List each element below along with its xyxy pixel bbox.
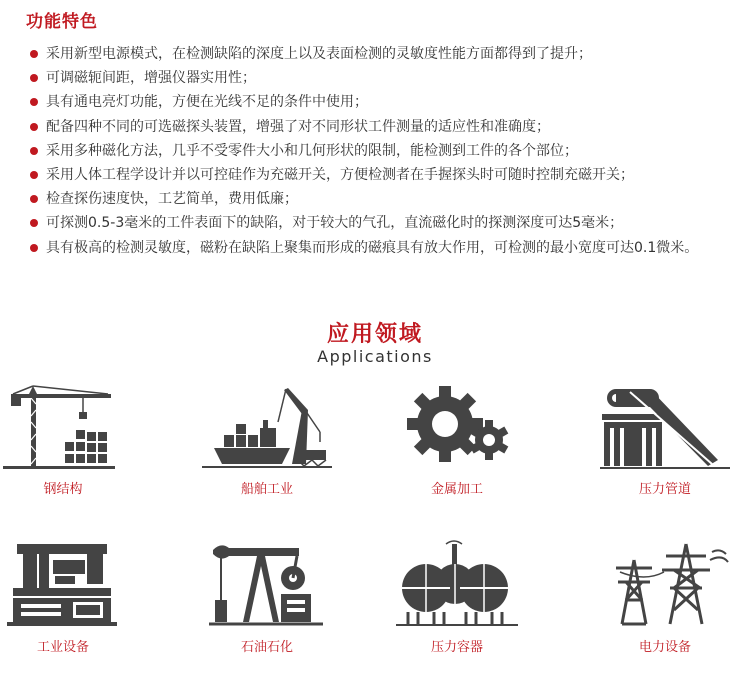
feature-item: 检查探伤速度快，工艺简单，费用低廉； (30, 187, 730, 211)
application-label: 金属加工 (430, 482, 483, 497)
feature-item: 采用新型电源模式，在检测缺陷的深度上以及表面检测的灵敏度性能方面都得到了提升； (30, 42, 730, 66)
oil-pump-icon (207, 538, 327, 628)
crane-building-icon (3, 380, 123, 470)
application-metal-processing (382, 380, 532, 497)
application-label: 钢结构 (43, 482, 83, 497)
application-power-equipment (590, 538, 740, 655)
pipeline-icon (600, 380, 730, 470)
application-industrial-equipment (0, 538, 138, 655)
application-label: 电力设备 (638, 640, 691, 655)
features-title: 功能特色 (26, 12, 98, 32)
application-label: 工业设备 (36, 640, 89, 655)
ship-port-icon (202, 380, 332, 470)
application-label: 船舶工业 (240, 482, 293, 497)
applications-title: 应用领域 (326, 322, 423, 347)
gears-icon (397, 380, 517, 470)
application-label: 压力管道 (638, 482, 691, 497)
feature-item: 可调磁轭间距，增强仪器实用性； (30, 66, 730, 90)
application-pressure-pipeline (590, 380, 740, 497)
feature-item: 可探测0.5-3毫米的工件表面下的缺陷，对于较大的气孔，直流磁化时的探测深度可达5毫米； (30, 211, 730, 235)
feature-item: 具有极高的检测灵敏度，磁粉在缺陷上聚集而形成的磁痕具有放大作用，可检测的最小宽度可达0.1微米。 (30, 236, 730, 260)
application-label: 压力容器 (430, 640, 483, 655)
application-petrochemical (192, 538, 342, 655)
application-label: 石油石化 (240, 640, 293, 655)
features-list (30, 42, 730, 260)
feature-item: 采用多种磁化方法，几乎不受零件大小和几何形状的限制，能检测到工件的各个部位； (30, 139, 730, 163)
application-shipbuilding (192, 380, 342, 497)
feature-item: 具有通电亮灯功能，方便在光线不足的条件中使用； (30, 90, 730, 114)
feature-item: 配备四种不同的可选磁探头装置，增强了对不同形状工件测量的适应性和准确度； (30, 115, 730, 139)
feature-item: 采用人体工程学设计并以可控硅作为充磁开关，方便检测者在手握探头时可随时控制充磁开关； (30, 163, 730, 187)
machine-tool-icon (3, 538, 123, 628)
spherical-tanks-icon (392, 538, 522, 628)
application-pressure-vessel (382, 538, 532, 655)
applications-subtitle: Applications (317, 347, 433, 366)
application-steel-structure (0, 380, 138, 497)
power-tower-icon (600, 538, 730, 628)
